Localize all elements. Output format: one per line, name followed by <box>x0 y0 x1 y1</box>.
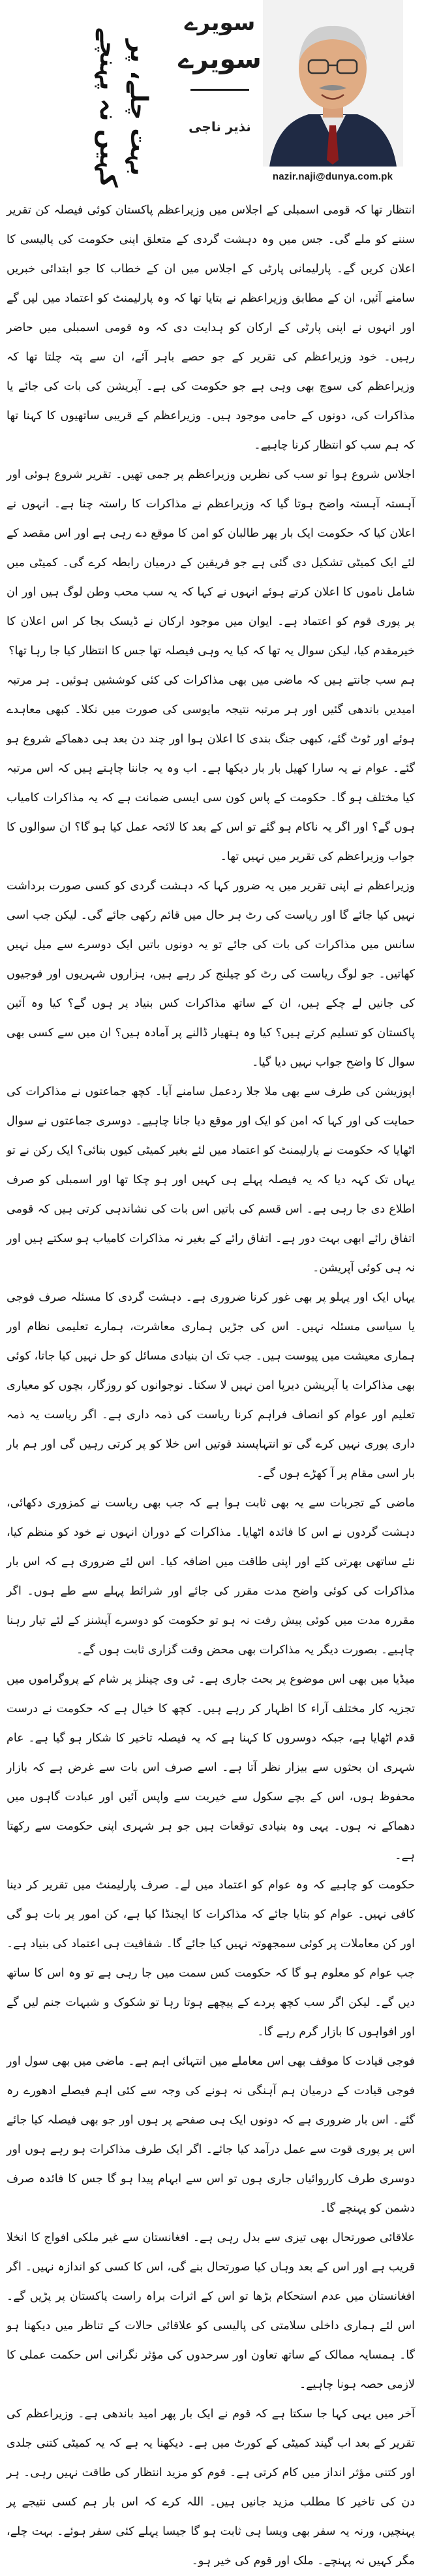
body-paragraph: فوجی قیادت کا موقف بھی اس معاملے میں انتہائی اہم ہے۔ ماضی میں بھی سول اور فوجی قیادت کے درمیان ہم آہنگی نہ ہونے کی وجہ سے کئی اہم فیصلے ادھورے رہ گئے۔ اس بار ضروری ہے کہ دونوں ایک ہی صفحے پر ہوں اور جو بھی فیصلہ کیا جائے اس پر پوری قوت سے عمل درآمد کیا جائے۔ اگر ایک طرف مذاکرات ہو رہے ہوں اور دوسری طرف کارروائیاں جاری ہوں تو اس سے ابہام پیدا ہو گا جس کا فائدہ صرف دشمن کو پہنچے گا۔ <box>7 2055 415 2215</box>
body-paragraph: انتظار تھا کہ قومی اسمبلی کے اجلاس میں وزیراعظم پاکستان کوئی فیصلہ کن تقریر سننے کو ملے گی۔ جس میں وہ دہشت گردی کے متعلق اپنی حکومت کی پالیسی کا اعلان کریں گے۔ پارلیمانی پارٹی کے اجلاس میں ان کے خطاب کا جو ابتدائی خبریں سامنے آئیں، ان کے مطابق وزیراعظم نے بتایا تھا کہ وہ پارلیمنٹ کو اعتماد میں لیں گے اور انہوں نے اپنی پارٹی کے ارکان کو ہدایت دی کہ وہ قومی اسمبلی میں حاضر رہیں۔ خود وزیراعظم کی تقریر کے جو حصے باہر آئے، ان سے پتہ چلتا تھا کہ وزیراعظم کی سوچ بھی وہی ہے جو حکومت کی ہے۔ آپریشن کی بات کی جائے یا مذاکرات کی، دونوں کے حامی موجود ہیں۔ وزیراعظم کے قریبی ساتھیوں کا کہنا تھا کہ ہم سب کو انتظار کرنا چاہیے۔ <box>7 204 415 452</box>
body-paragraph: یہاں ایک اور پہلو پر بھی غور کرنا ضروری ہے۔ دہشت گردی کا مسئلہ صرف فوجی یا سیاسی مسئلہ نہیں۔ اس کی جڑیں ہماری معاشرت، ہمارے تعلیمی نظام اور ہماری معیشت میں پیوست ہیں۔ جب تک ان بنیادی مسائل کو حل نہیں کیا جاتا، کوئی بھی مذاکرات یا آپریشن دیرپا امن نہیں لا سکتا۔ نوجوانوں کو روزگار، بچوں کو معیاری تعلیم اور عوام کو انصاف فراہم کرنا ریاست کی ذمہ داری ہے۔ اگر ریاست یہ ذمہ داری پوری نہیں کرے گی تو انتہاپسند قوتیں اس خلا کو پر کرتی رہیں گی اور ہم بار بار اسی مقام پر آ کھڑے ہوں گے۔ <box>7 1291 415 1480</box>
masthead-rule <box>190 89 249 91</box>
body-paragraph: علاقائی صورتحال بھی تیزی سے بدل رہی ہے۔ افغانستان سے غیر ملکی افواج کا انخلا قریب ہے اور اس کے بعد وہاں کیا صورتحال بنے گی، اس کا کسی کو اندازہ نہیں۔ اگر افغانستان میں عدم استحکام بڑھا تو اس کے اثرات براہ راست پاکستان پر پڑیں گے۔ اس لئے ہماری داخلی سلامتی کی پالیسی کو علاقائی حالات کے تناظر میں دیکھنا ہو گا۔ ہمسایہ ممالک کے ساتھ تعاون اور سرحدوں کی مؤثر نگرانی اس حکمت عملی کا لازمی حصہ ہونا چاہیے۔ <box>7 2231 415 2391</box>
author-photo <box>263 0 403 167</box>
author-email: nazir.naji@dunya.com.pk <box>272 171 393 182</box>
body-paragraph: میڈیا میں بھی اس موضوع پر بحث جاری ہے۔ ٹی وی چینلز پر شام کے پروگراموں میں تجزیہ کار مختلف آراء کا اظہار کر رہے ہیں۔ کچھ کا خیال ہے کہ حکومت نے درست قدم اٹھایا ہے، جبکہ دوسروں کا کہنا ہے کہ یہ فیصلہ تاخیر کا شکار ہو گیا ہے۔ عام شہری ان بحثوں سے بیزار نظر آتا ہے۔ اسے صرف اس بات سے غرض ہے کہ بازار محفوظ ہوں، اس کے بچے سکول سے خیریت سے واپس آئیں اور عبادت گاہوں میں دھماکے نہ ہوں۔ یہی وہ بنیادی توقعات ہیں جو ہر شہری اپنی حکومت سے رکھتا ہے۔ <box>7 1673 415 1862</box>
masthead-word-top: سویرے <box>184 10 256 36</box>
body-paragraph: ہم سب جانتے ہیں کہ ماضی میں بھی مذاکرات کی کئی کوششیں ہوئیں۔ ہر مرتبہ امیدیں باندھی گئیں اور ہر مرتبہ نتیجہ مایوسی کی صورت میں نکلا۔ کبھی معاہدے ہوئے اور ٹوٹ گئے، کبھی جنگ بندی کا اعلان ہوا اور چند دن بعد ہی دھماکے شروع ہو گئے۔ عوام نے یہ سارا کھیل بار بار دیکھا ہے۔ اب وہ یہ جاننا چاہتے ہیں کہ اس مرتبہ کیا مختلف ہو گا۔ حکومت کے پاس کون سی ایسی ضمانت ہے کہ یہ مذاکرات کامیاب ہوں گے؟ اور اگر یہ ناکام ہو گئے تو اس کے بعد کا لائحہ عمل کیا ہو گا؟ ان سوالوں کا جواب وزیراعظم کی تقریر میں نہیں تھا۔ <box>7 674 415 863</box>
body-paragraph: وزیراعظم نے اپنی تقریر میں یہ ضرور کہا کہ دہشت گردی کو کسی صورت برداشت نہیں کیا جائے گا اور ریاست کی رٹ ہر حال میں قائم رکھی جائے گی۔ لیکن جب اسی سانس میں مذاکرات کی بات کی جائے تو یہ دونوں باتیں ایک دوسرے سے میل نہیں کھاتیں۔ جو لوگ ریاست کی رٹ کو چیلنج کر رہے ہیں، ہزاروں شہریوں اور فوجیوں کی جانیں لے چکے ہیں، ان کے ساتھ مذاکرات کس بنیاد پر ہوں گے؟ کیا وہ آئین پاکستان کو تسلیم کرتے ہیں؟ کیا وہ ہتھیار ڈالنے پر آمادہ ہیں؟ ان میں سے کسی بھی سوال کا واضح جواب نہیں دیا گیا۔ <box>7 880 415 1069</box>
body-paragraph: اپوزیشن کی طرف سے بھی ملا جلا ردعمل سامنے آیا۔ کچھ جماعتوں نے مذاکرات کی حمایت کی اور کہا کہ امن کو ایک اور موقع دیا جانا چاہیے۔ دوسری جماعتوں نے سوال اٹھایا کہ حکومت نے پارلیمنٹ کو اعتماد میں لئے بغیر کمیٹی کیوں بنائی؟ ایک رکن نے تو یہاں تک کہہ دیا کہ یہ فیصلہ پہلے ہی کہیں اور ہو چکا تھا اور اسمبلی کو صرف اطلاع دی جا رہی ہے۔ اس قسم کی باتیں اس بات کی نشاندہی کرتی ہیں کہ قومی اتفاق رائے ابھی بہت دور ہے۔ اتفاق رائے کے بغیر نہ مذاکرات کامیاب ہو سکتے ہیں اور نہ ہی کوئی آپریشن۔ <box>7 1085 415 1275</box>
column-headline: بہت چلے، پر کہیں نہ پہنچے <box>95 27 152 188</box>
body-paragraph: اجلاس شروع ہوا تو سب کی نظریں وزیراعظم پر جمی تھیں۔ تقریر شروع ہوئی اور آہستہ آہستہ واضح ہوتا گیا کہ وزیراعظم نے مذاکرات کا راستہ چنا ہے۔ انہوں نے اعلان کیا کہ حکومت ایک بار پھر طالبان کو امن کا موقع دے رہی ہے اور اس مقصد کے لئے ایک کمیٹی تشکیل دی گئی ہے جو فریقین کے درمیان رابطہ کرے گی۔ کمیٹی میں شامل ناموں کا اعلان کرتے ہوئے انہوں نے کہا کہ یہ سب محب وطن لوگ ہیں اور ان پر پوری قوم کو اعتماد ہے۔ ایوان میں موجود ارکان نے ڈیسک بجا کر اس اعلان کا خیرمقدم کیا، لیکن سوال یہ تھا کہ کیا یہ وہی فیصلہ تھا جس کا انتظار کیا جا رہا تھا؟ <box>7 468 415 658</box>
author-byline: نذیر ناجی <box>189 119 251 135</box>
body-paragraph: ماضی کے تجربات سے یہ بھی ثابت ہوا ہے کہ جب بھی ریاست نے کمزوری دکھائی، دہشت گردوں نے اس کا فائدہ اٹھایا۔ مذاکرات کے دوران انہوں نے خود کو منظم کیا، نئے ساتھی بھرتی کئے اور اپنی طاقت میں اضافہ کیا۔ اس لئے ضروری ہے کہ اس بار مذاکرات کی کوئی واضح مدت مقرر کی جائے اور شرائط پہلے سے طے ہوں۔ اگر مقررہ مدت میں کوئی پیش رفت نہ ہو تو حکومت کو دوسرے آپشنز کے لئے تیار رہنا چاہیے۔ بصورت دیگر یہ مذاکرات بھی محض وقت گزاری ثابت ہوں گے۔ <box>7 1497 415 1657</box>
column-masthead-logo <box>171 7 269 104</box>
body-paragraph: حکومت کو چاہیے کہ وہ عوام کو اعتماد میں لے۔ صرف پارلیمنٹ میں تقریر کر دینا کافی نہیں۔ عوام کو بتایا جائے کہ مذاکرات کا ایجنڈا کیا ہے، کن امور پر بات ہو گی اور کن معاملات پر کوئی سمجھوتہ نہیں کیا جائے گا۔ شفافیت ہی اعتماد کی بنیاد ہے۔ جب عوام کو معلوم ہو گا کہ حکومت کس سمت میں جا رہی ہے تو وہ اس کا ساتھ دیں گے۔ لیکن اگر سب کچھ پردے کے پیچھے ہوتا رہا تو شکوک و شبہات جنم لیں گے اور افواہوں کا بازار گرم رہے گا۔ <box>7 1879 415 2039</box>
author-portrait-image <box>263 0 403 167</box>
masthead-word-bottom: سویرے <box>178 44 262 74</box>
column-body <box>7 196 415 2576</box>
body-paragraph: آخر میں یہی کہا جا سکتا ہے کہ قوم نے ایک بار پھر امید باندھی ہے۔ وزیراعظم کی تقریر کے بعد اب گیند کمیٹی کے کورٹ میں ہے۔ دیکھنا یہ ہے کہ یہ کمیٹی کتنی جلدی اور کتنی مؤثر انداز میں کام کرتی ہے۔ قوم کو مزید انتظار کی طاقت نہیں رہی۔ ہر دن کی تاخیر کا مطلب مزید جانیں ہیں۔ اللہ کرے کہ اس بار ہم کسی نتیجے پر پہنچیں، ورنہ یہ سفر بھی ویسا ہی ثابت ہو گا جیسا پہلے کئی سفر ہوئے۔ بہت چلے، مگر کہیں نہ پہنچے۔ ملک اور قوم کی خیر ہو۔ <box>7 2408 415 2568</box>
